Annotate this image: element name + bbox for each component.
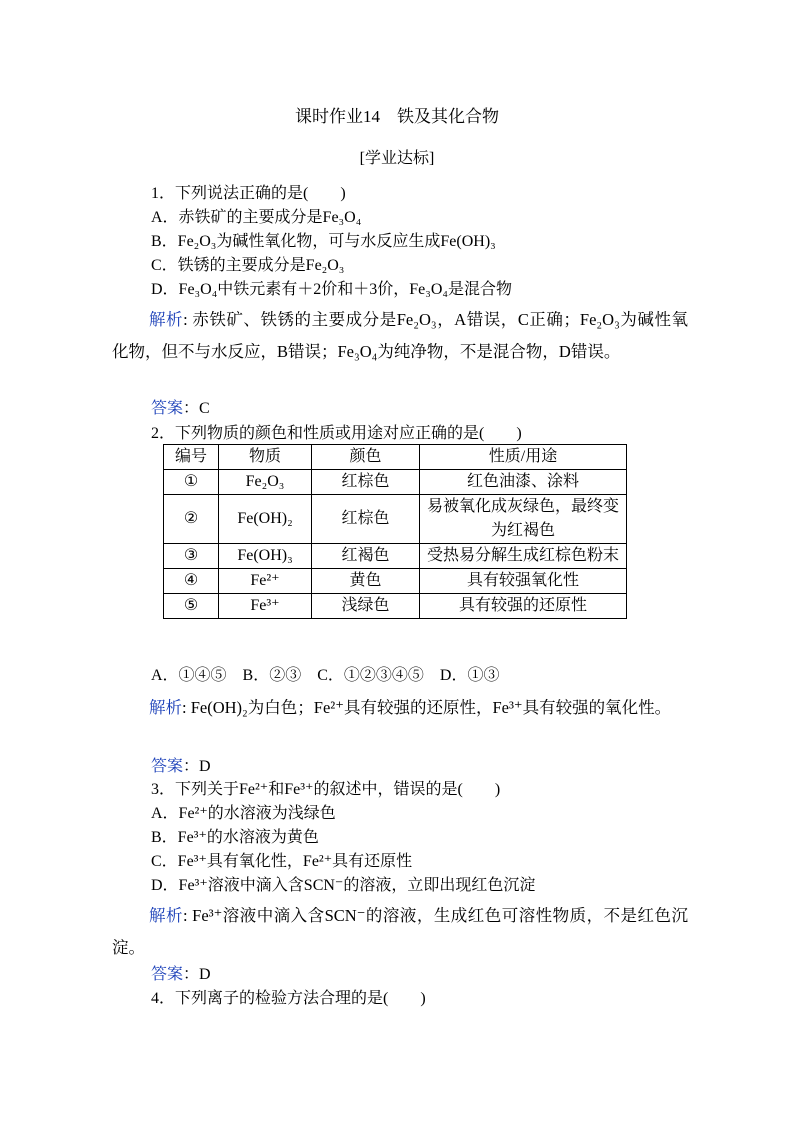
- q3-option-c: C．Fe³⁺具有氧化性，Fe²⁺具有还原性: [151, 853, 413, 870]
- q1-option-b: B．Fe₂O₃为碱性氧化物，可与水反应生成Fe(OH)₃: [151, 233, 496, 250]
- q1-answer: [151, 398, 210, 420]
- table-cell: Fe²⁺: [219, 569, 312, 594]
- q2-table: [163, 444, 627, 619]
- table-cell: ③: [164, 544, 219, 569]
- analysis-label: 解析: [149, 906, 183, 925]
- table-cell: 受热易分解生成红棕色粉末: [420, 544, 627, 569]
- q3-option-d: D．Fe³⁺溶液中滴入含SCN⁻的溶液，立即出现红色沉淀: [151, 877, 536, 894]
- q1-analysis-text: : 赤铁矿、铁锈的主要成分是Fe₂O₃，A错误，C正确；Fe₂O₃为碱性氧化物，但不与水反应，B错误；Fe₃O₄为纯净物，不是混合物，D错误。: [112, 310, 688, 361]
- q3-option-b: B．Fe³⁺的水溶液为黄色: [151, 829, 319, 846]
- q3-option-a: A．Fe²⁺的水溶液为浅绿色: [151, 805, 336, 822]
- q2-analysis-text: : Fe(OH)₂为白色；Fe²⁺具有较强的还原性，Fe³⁺具有较强的氧化性。: [182, 698, 672, 717]
- q4-stem: 4．下列离子的检验方法合理的是( ): [151, 990, 426, 1007]
- table-row: [164, 544, 627, 569]
- table-cell: 黄色: [312, 569, 420, 594]
- table-row: [164, 569, 627, 594]
- table-header: 物质: [219, 445, 312, 470]
- table-cell: Fe³⁺: [219, 594, 312, 619]
- table-cell: 具有较强氧化性: [420, 569, 627, 594]
- table-header: 颜色: [312, 445, 420, 470]
- table-header: 性质/用途: [420, 445, 627, 470]
- table-row: [164, 594, 627, 619]
- q1-option-a: A．赤铁矿的主要成分是Fe₃O₄: [151, 209, 362, 226]
- table-header: 编号: [164, 445, 219, 470]
- q2-stem: 2．下列物质的颜色和性质或用途对应正确的是( ): [151, 425, 522, 442]
- answer-label: 答案: [151, 966, 184, 983]
- q3-answer-value: ：D: [183, 966, 211, 983]
- table-cell: 红棕色: [312, 495, 420, 544]
- table-cell: 浅绿色: [312, 594, 420, 619]
- table-row: [164, 495, 627, 544]
- table-cell: ⑤: [164, 594, 219, 619]
- q1-option-d: D．Fe₃O₄中铁元素有＋2价和＋3价，Fe₃O₄是混合物: [151, 281, 512, 298]
- table-cell: Fe(OH)₂: [219, 495, 312, 544]
- q3-stem: 3．下列关于Fe²⁺和Fe³⁺的叙述中，错误的是( ): [151, 781, 501, 798]
- q2-options: A．①④⑤ B．②③ C．①②③④⑤ D．①③: [151, 667, 500, 684]
- table-cell: ①: [164, 470, 219, 495]
- q3-analysis-text: : Fe³⁺溶液中滴入含SCN⁻的溶液，生成红色可溶性物质，不是红色沉淀。: [112, 906, 688, 957]
- section-heading: [学业达标]: [359, 150, 435, 167]
- q1-answer-value: ：C: [183, 400, 210, 417]
- table-cell: 红褐色: [312, 544, 420, 569]
- q2-analysis: [112, 692, 688, 724]
- table-cell: 红棕色: [312, 470, 420, 495]
- q2-answer: [151, 756, 211, 778]
- q1-analysis: [112, 304, 688, 368]
- table-cell: Fe(OH)₃: [219, 544, 312, 569]
- q3-answer: [151, 964, 211, 986]
- q3-analysis: [112, 900, 688, 964]
- table-header-row: [164, 445, 627, 470]
- answer-label: 答案: [151, 758, 184, 775]
- table-cell: 易被氧化成灰绿色，最终变为红褐色: [420, 495, 627, 544]
- answer-label: 答案: [151, 400, 184, 417]
- q1-option-c: C．铁锈的主要成分是Fe₂O₃: [151, 257, 345, 274]
- table-cell: Fe₂O₃: [219, 470, 312, 495]
- table-cell: 具有较强的还原性: [420, 594, 627, 619]
- table-cell: ④: [164, 569, 219, 594]
- q1-stem: 1．下列说法正确的是( ): [151, 185, 346, 202]
- page-title: 课时作业14 铁及其化合物: [295, 107, 499, 126]
- q2-answer-value: ：D: [183, 758, 211, 775]
- table-cell: 红色油漆、涂料: [420, 470, 627, 495]
- analysis-label: 解析: [149, 310, 184, 329]
- table-row: [164, 470, 627, 495]
- analysis-label: 解析: [149, 698, 182, 717]
- table-cell: ②: [164, 495, 219, 544]
